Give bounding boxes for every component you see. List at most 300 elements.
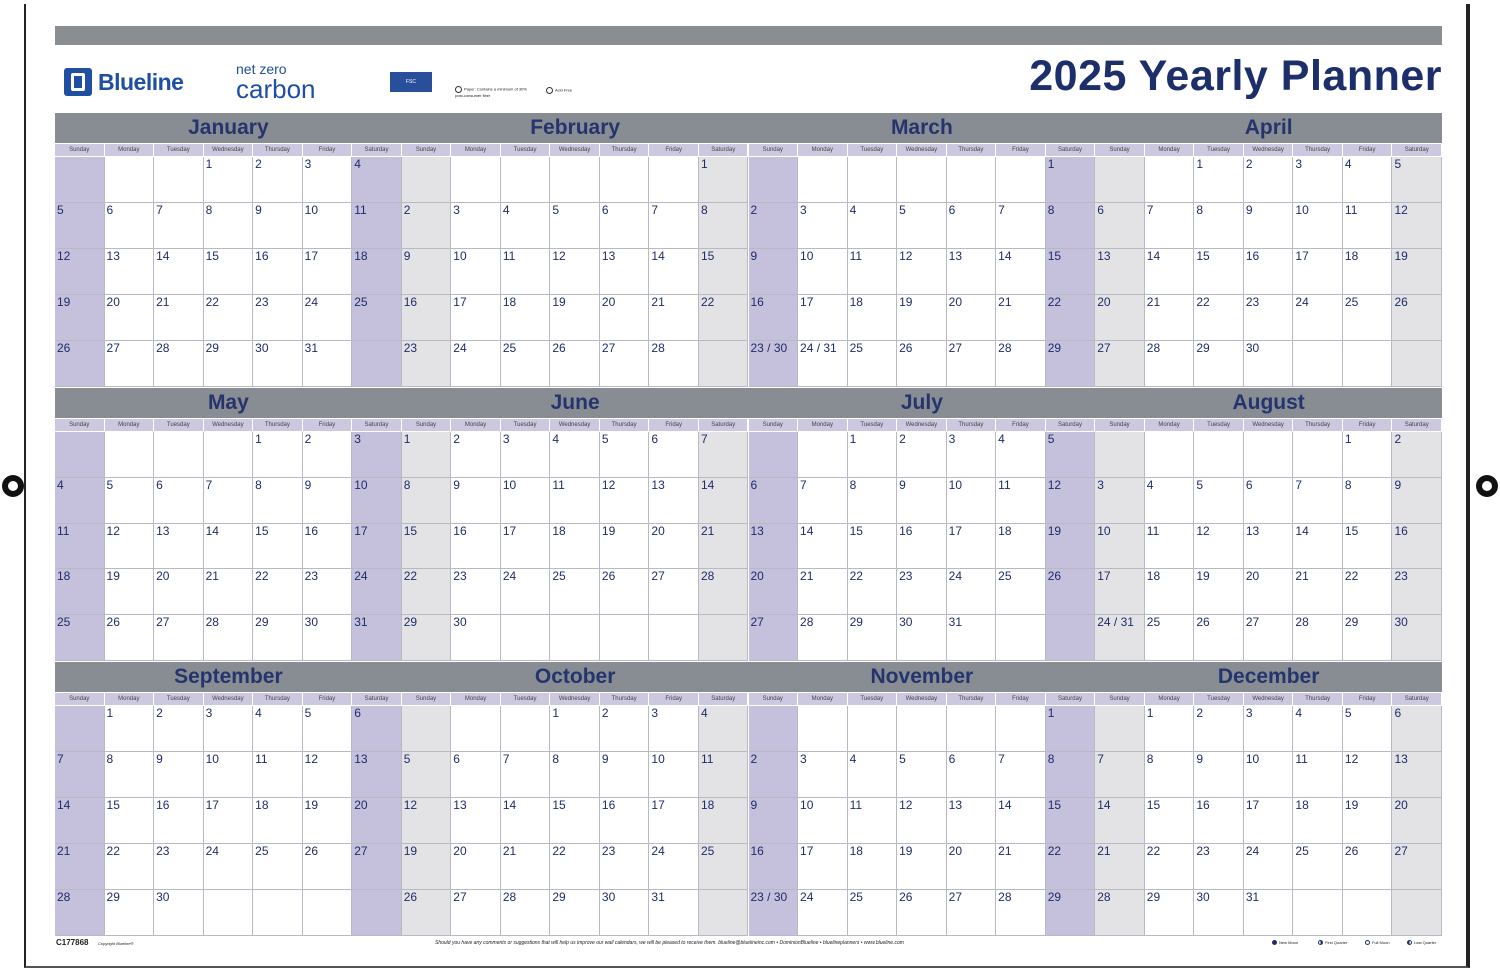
day-number: 25 bbox=[1146, 615, 1161, 630]
weekday-label: Sunday bbox=[402, 144, 452, 156]
day-number: 27 bbox=[651, 569, 665, 584]
day-cell bbox=[1046, 203, 1096, 249]
day-number: 4 bbox=[552, 431, 560, 446]
day-cell bbox=[600, 890, 650, 936]
weekday-label: Wednesday bbox=[1244, 144, 1294, 156]
weekday-label: Sunday bbox=[749, 144, 799, 156]
day-cell bbox=[1145, 844, 1195, 890]
day-cell bbox=[1343, 706, 1393, 752]
weekday-label: Saturday bbox=[1392, 693, 1442, 705]
day-cell bbox=[253, 798, 303, 844]
day-number: 30 bbox=[156, 890, 170, 905]
day-number: 1 bbox=[1047, 706, 1055, 721]
day-number: 15 bbox=[1196, 248, 1210, 263]
weekday-label: Wednesday bbox=[204, 144, 254, 156]
day-number: 18 bbox=[1344, 248, 1359, 263]
brand-name: Blueline bbox=[98, 68, 184, 95]
day-number: 24 bbox=[651, 844, 665, 859]
right-hanger-ring bbox=[1476, 475, 1498, 497]
day-cell bbox=[798, 615, 848, 661]
day-cell bbox=[451, 249, 501, 295]
day-cell bbox=[1244, 569, 1294, 615]
day-cell bbox=[1145, 890, 1195, 936]
day-cell bbox=[996, 295, 1046, 341]
day-cell bbox=[550, 752, 600, 798]
netzero-line1: net zero bbox=[236, 61, 287, 77]
day-cell bbox=[1095, 432, 1145, 478]
day-cell bbox=[699, 157, 749, 203]
day-number: 13 bbox=[1097, 248, 1111, 263]
weekday-label: Thursday bbox=[1293, 419, 1343, 431]
day-cell bbox=[451, 890, 501, 936]
day-cell bbox=[1046, 844, 1096, 890]
day-number: 17 bbox=[354, 523, 368, 538]
day-number: 6 bbox=[354, 706, 361, 721]
day-number: 23 bbox=[453, 569, 467, 584]
day-number: 24 bbox=[948, 569, 962, 584]
weekday-label: Saturday bbox=[699, 693, 749, 705]
weekday-label: Thursday bbox=[947, 693, 997, 705]
day-grid bbox=[1095, 432, 1442, 662]
day-cell bbox=[253, 615, 303, 661]
legend-first-quarter: First Quarter bbox=[1318, 940, 1347, 945]
day-number: 7 bbox=[998, 202, 1005, 217]
day-number: 14 bbox=[156, 248, 170, 263]
day-number: 29 bbox=[255, 615, 269, 630]
day-number: 4 bbox=[1344, 157, 1352, 171]
day-number: 11 bbox=[849, 248, 863, 263]
day-cell bbox=[649, 844, 699, 890]
day-cell bbox=[402, 890, 452, 936]
day-cell bbox=[947, 752, 997, 798]
weekday-header bbox=[1095, 693, 1442, 705]
day-number: 21 bbox=[651, 294, 665, 309]
day-cell bbox=[749, 203, 799, 249]
day-number: 19 bbox=[601, 523, 616, 538]
day-number: 12 bbox=[601, 477, 616, 492]
day-number: 15 bbox=[403, 523, 418, 538]
month-august bbox=[1095, 388, 1442, 662]
footer-message: Should you have any comments or suggestions that will help us improve our wall calendars, we will be pleased to receive them. blueline@bluelineinc.com • DominionBlueline • bluelineplanners • www.blueline.com bbox=[435, 940, 904, 946]
weekday-label: Monday bbox=[1145, 419, 1195, 431]
day-cell bbox=[303, 569, 353, 615]
weekday-label: Monday bbox=[105, 693, 155, 705]
day-cell bbox=[848, 615, 898, 661]
day-number: 6 bbox=[1097, 202, 1104, 217]
day-number: 4 bbox=[1295, 706, 1303, 721]
weekday-label: Sunday bbox=[1095, 144, 1145, 156]
day-cell bbox=[154, 249, 204, 295]
day-number: 11 bbox=[57, 523, 70, 538]
day-number: 27 bbox=[1097, 340, 1111, 355]
day-number: 12 bbox=[106, 523, 120, 538]
day-number: 27 bbox=[156, 615, 170, 630]
day-number: 7 bbox=[1097, 752, 1104, 767]
day-cell bbox=[402, 157, 452, 203]
day-cell bbox=[451, 203, 501, 249]
weekday-label: Sunday bbox=[55, 144, 105, 156]
day-number: 21 bbox=[57, 844, 71, 859]
weekday-label: Monday bbox=[451, 693, 501, 705]
day-cell bbox=[204, 295, 254, 341]
day-number: 27 bbox=[948, 890, 962, 905]
day-number: 24 / 31 bbox=[1097, 615, 1134, 630]
day-number: 13 bbox=[948, 798, 962, 813]
day-cell bbox=[105, 706, 155, 752]
day-number: 14 bbox=[651, 248, 665, 263]
day-number: 8 bbox=[700, 202, 708, 217]
day-number: 14 bbox=[700, 477, 715, 492]
day-cell bbox=[550, 706, 600, 752]
day-cell bbox=[897, 432, 947, 478]
day-number: 11 bbox=[502, 248, 516, 263]
day-cell bbox=[600, 341, 650, 387]
acid-free-icon bbox=[546, 87, 553, 94]
day-cell bbox=[848, 524, 898, 570]
day-number: 16 bbox=[156, 798, 170, 813]
day-cell bbox=[947, 569, 997, 615]
day-cell bbox=[352, 615, 402, 661]
day-number: 3 bbox=[304, 157, 312, 171]
day-number: 10 bbox=[304, 202, 319, 217]
day-cell bbox=[848, 157, 898, 203]
day-number: 9 bbox=[156, 752, 163, 767]
day-cell bbox=[798, 706, 848, 752]
day-cell bbox=[1392, 341, 1442, 387]
legend-last-quarter: Last Quarter bbox=[1407, 940, 1436, 945]
day-number: 16 bbox=[1394, 523, 1408, 538]
day-number: 1 bbox=[1146, 706, 1154, 721]
day-number: 5 bbox=[899, 752, 906, 767]
day-cell bbox=[1244, 432, 1294, 478]
day-number: 6 bbox=[1394, 706, 1402, 721]
day-cell bbox=[798, 432, 848, 478]
day-number: 23 bbox=[255, 294, 269, 309]
day-cell bbox=[947, 615, 997, 661]
day-cell bbox=[253, 706, 303, 752]
day-cell bbox=[204, 752, 254, 798]
day-number: 26 bbox=[106, 615, 120, 630]
day-cell bbox=[996, 432, 1046, 478]
day-cell bbox=[1046, 615, 1096, 661]
day-cell bbox=[699, 524, 749, 570]
day-number: 1 bbox=[403, 431, 411, 446]
day-number: 2 bbox=[156, 706, 163, 721]
day-cell bbox=[1194, 615, 1244, 661]
month-title: January bbox=[55, 113, 402, 143]
day-cell bbox=[154, 798, 204, 844]
weekday-label: Wednesday bbox=[204, 419, 254, 431]
day-cell bbox=[947, 295, 997, 341]
day-cell bbox=[55, 157, 105, 203]
weekday-label: Friday bbox=[1343, 419, 1393, 431]
day-number: 9 bbox=[1394, 477, 1402, 492]
page-title: 2025 Yearly Planner bbox=[1029, 52, 1442, 100]
day-cell bbox=[204, 890, 254, 936]
day-number: 3 bbox=[800, 752, 807, 767]
day-number: 10 bbox=[1295, 202, 1309, 217]
day-number: 16 bbox=[601, 798, 616, 813]
day-cell bbox=[1293, 798, 1343, 844]
day-number: 2 bbox=[750, 202, 758, 217]
day-number: 27 bbox=[1245, 615, 1260, 630]
day-number: 29 bbox=[1344, 615, 1359, 630]
day-number: 13 bbox=[948, 248, 962, 263]
day-number: 8 bbox=[255, 477, 262, 492]
day-number: 11 bbox=[700, 752, 714, 767]
month-title: August bbox=[1095, 388, 1442, 418]
month-november bbox=[749, 662, 1096, 936]
day-cell bbox=[352, 203, 402, 249]
day-cell bbox=[600, 203, 650, 249]
day-cell bbox=[154, 341, 204, 387]
day-number: 6 bbox=[948, 202, 956, 217]
day-number: 17 bbox=[205, 798, 219, 813]
full-moon-icon bbox=[1365, 940, 1370, 945]
day-grid bbox=[749, 706, 1096, 936]
day-number: 29 bbox=[1196, 340, 1210, 355]
weekday-label: Saturday bbox=[699, 419, 749, 431]
day-cell bbox=[1343, 203, 1393, 249]
day-number: 14 bbox=[1146, 248, 1161, 263]
day-number: 3 bbox=[651, 706, 659, 721]
day-cell bbox=[204, 798, 254, 844]
day-number: 7 bbox=[700, 431, 708, 446]
day-number: 1 bbox=[255, 431, 262, 446]
day-cell bbox=[253, 341, 303, 387]
day-number: 6 bbox=[601, 202, 609, 217]
weekday-label: Wednesday bbox=[550, 693, 600, 705]
weekday-label: Tuesday bbox=[501, 419, 551, 431]
day-cell bbox=[600, 524, 650, 570]
day-cell bbox=[1293, 341, 1343, 387]
day-cell bbox=[204, 524, 254, 570]
day-cell bbox=[798, 752, 848, 798]
day-number: 18 bbox=[57, 569, 71, 584]
day-cell bbox=[402, 844, 452, 890]
day-cell bbox=[253, 752, 303, 798]
day-cell bbox=[204, 478, 254, 524]
day-number: 7 bbox=[651, 202, 659, 217]
day-cell bbox=[749, 295, 799, 341]
weekday-label: Sunday bbox=[1095, 419, 1145, 431]
day-number: 28 bbox=[651, 340, 665, 355]
day-cell bbox=[749, 341, 799, 387]
day-number: 30 bbox=[601, 890, 616, 905]
month-title: July bbox=[749, 388, 1096, 418]
day-cell bbox=[749, 157, 799, 203]
day-number: 9 bbox=[453, 477, 460, 492]
weekday-label: Sunday bbox=[402, 693, 452, 705]
day-number: 24 / 31 bbox=[800, 340, 837, 355]
day-number: 21 bbox=[700, 523, 715, 538]
day-cell bbox=[1145, 295, 1195, 341]
month-july bbox=[749, 388, 1096, 662]
day-cell bbox=[1046, 752, 1096, 798]
day-cell bbox=[1194, 249, 1244, 295]
day-number: 4 bbox=[57, 477, 64, 492]
day-number: 23 bbox=[1394, 569, 1408, 584]
day-number: 1 bbox=[205, 157, 213, 171]
day-number: 9 bbox=[601, 752, 609, 767]
day-cell bbox=[402, 295, 452, 341]
day-number: 8 bbox=[1344, 477, 1352, 492]
day-number: 1 bbox=[849, 431, 857, 446]
day-number: 25 bbox=[57, 615, 71, 630]
day-cell bbox=[600, 249, 650, 295]
day-number: 29 bbox=[106, 890, 120, 905]
day-cell bbox=[402, 798, 452, 844]
day-cell bbox=[649, 798, 699, 844]
day-number: 15 bbox=[1344, 523, 1359, 538]
day-cell bbox=[600, 432, 650, 478]
day-cell bbox=[105, 341, 155, 387]
day-number: 30 bbox=[899, 615, 913, 630]
day-cell bbox=[600, 295, 650, 341]
day-cell bbox=[154, 752, 204, 798]
day-number: 27 bbox=[601, 340, 616, 355]
day-cell bbox=[352, 798, 402, 844]
day-number: 23 bbox=[156, 844, 170, 859]
day-number: 21 bbox=[1097, 844, 1111, 859]
day-number: 1 bbox=[1344, 431, 1352, 446]
day-cell bbox=[1194, 798, 1244, 844]
day-cell bbox=[55, 890, 105, 936]
day-cell bbox=[154, 295, 204, 341]
weekday-label: Thursday bbox=[1293, 693, 1343, 705]
day-grid bbox=[749, 432, 1096, 662]
day-cell bbox=[402, 249, 452, 295]
day-number: 10 bbox=[205, 752, 219, 767]
day-cell bbox=[1145, 432, 1195, 478]
day-grid bbox=[402, 706, 749, 936]
day-cell bbox=[303, 752, 353, 798]
day-number: 9 bbox=[255, 202, 262, 217]
weekday-label: Sunday bbox=[749, 419, 799, 431]
day-cell bbox=[699, 432, 749, 478]
day-number: 6 bbox=[156, 477, 163, 492]
day-cell bbox=[1392, 203, 1442, 249]
weekday-label: Tuesday bbox=[154, 144, 204, 156]
day-number: 28 bbox=[1097, 890, 1111, 905]
day-number: 17 bbox=[948, 523, 962, 538]
month-title: February bbox=[402, 113, 749, 143]
day-cell bbox=[550, 615, 600, 661]
day-cell bbox=[649, 341, 699, 387]
day-cell bbox=[1194, 569, 1244, 615]
day-cell bbox=[649, 295, 699, 341]
day-cell bbox=[947, 203, 997, 249]
day-cell bbox=[600, 844, 650, 890]
day-number: 17 bbox=[304, 248, 319, 263]
day-number: 7 bbox=[800, 477, 807, 492]
day-number: 18 bbox=[354, 248, 368, 263]
weekday-label: Saturday bbox=[1392, 419, 1442, 431]
day-cell bbox=[699, 798, 749, 844]
day-cell bbox=[1392, 844, 1442, 890]
day-number: 3 bbox=[205, 706, 213, 721]
day-number: 26 bbox=[899, 890, 913, 905]
day-number: 18 bbox=[700, 798, 715, 813]
day-cell bbox=[1293, 706, 1343, 752]
day-cell bbox=[352, 157, 402, 203]
last-quarter-icon bbox=[1407, 940, 1412, 945]
weekday-label: Wednesday bbox=[897, 693, 947, 705]
day-cell bbox=[798, 524, 848, 570]
day-number: 22 bbox=[205, 294, 219, 309]
day-number: 12 bbox=[1196, 523, 1210, 538]
day-cell bbox=[1343, 798, 1393, 844]
day-cell bbox=[204, 432, 254, 478]
day-number: 1 bbox=[1196, 157, 1203, 171]
day-cell bbox=[1392, 798, 1442, 844]
day-number: 5 bbox=[601, 431, 609, 446]
weekday-header bbox=[402, 144, 749, 156]
day-cell bbox=[303, 844, 353, 890]
day-number: 20 bbox=[948, 844, 962, 859]
day-cell bbox=[1046, 295, 1096, 341]
day-number: 8 bbox=[205, 202, 213, 217]
day-cell bbox=[600, 478, 650, 524]
day-number: 22 bbox=[1146, 844, 1161, 859]
day-number: 3 bbox=[1295, 157, 1303, 171]
day-number: 21 bbox=[205, 569, 219, 584]
day-cell bbox=[749, 844, 799, 890]
day-number: 25 bbox=[1344, 294, 1359, 309]
day-cell bbox=[1145, 615, 1195, 661]
day-number: 30 bbox=[453, 615, 467, 630]
day-number: 4 bbox=[700, 706, 708, 721]
day-cell bbox=[105, 569, 155, 615]
day-number: 29 bbox=[1146, 890, 1161, 905]
day-number: 31 bbox=[651, 890, 665, 905]
day-cell bbox=[451, 752, 501, 798]
day-cell bbox=[1293, 432, 1343, 478]
day-number: 5 bbox=[57, 202, 64, 217]
day-number: 17 bbox=[800, 294, 814, 309]
day-cell bbox=[105, 249, 155, 295]
day-cell bbox=[1343, 157, 1393, 203]
day-cell bbox=[947, 249, 997, 295]
day-number: 24 bbox=[1295, 294, 1309, 309]
day-number: 28 bbox=[1146, 340, 1161, 355]
day-cell bbox=[352, 524, 402, 570]
day-cell bbox=[451, 295, 501, 341]
day-number: 2 bbox=[255, 157, 262, 171]
day-cell bbox=[600, 752, 650, 798]
day-cell bbox=[947, 844, 997, 890]
top-header-bar bbox=[55, 26, 1442, 45]
weekday-label: Friday bbox=[996, 693, 1046, 705]
day-cell bbox=[848, 341, 898, 387]
day-cell bbox=[303, 203, 353, 249]
day-cell bbox=[1244, 752, 1294, 798]
weekday-label: Saturday bbox=[1046, 144, 1096, 156]
day-cell bbox=[105, 890, 155, 936]
day-number: 4 bbox=[502, 202, 510, 217]
weekday-label: Sunday bbox=[402, 419, 452, 431]
weekday-header bbox=[402, 419, 749, 431]
day-cell bbox=[501, 798, 551, 844]
day-number: 9 bbox=[1196, 752, 1203, 767]
day-cell bbox=[649, 752, 699, 798]
day-cell bbox=[303, 890, 353, 936]
weekday-label: Tuesday bbox=[154, 419, 204, 431]
day-number: 18 bbox=[849, 844, 863, 859]
day-number: 3 bbox=[800, 202, 807, 217]
day-number: 10 bbox=[453, 248, 467, 263]
day-number: 19 bbox=[1394, 248, 1408, 263]
